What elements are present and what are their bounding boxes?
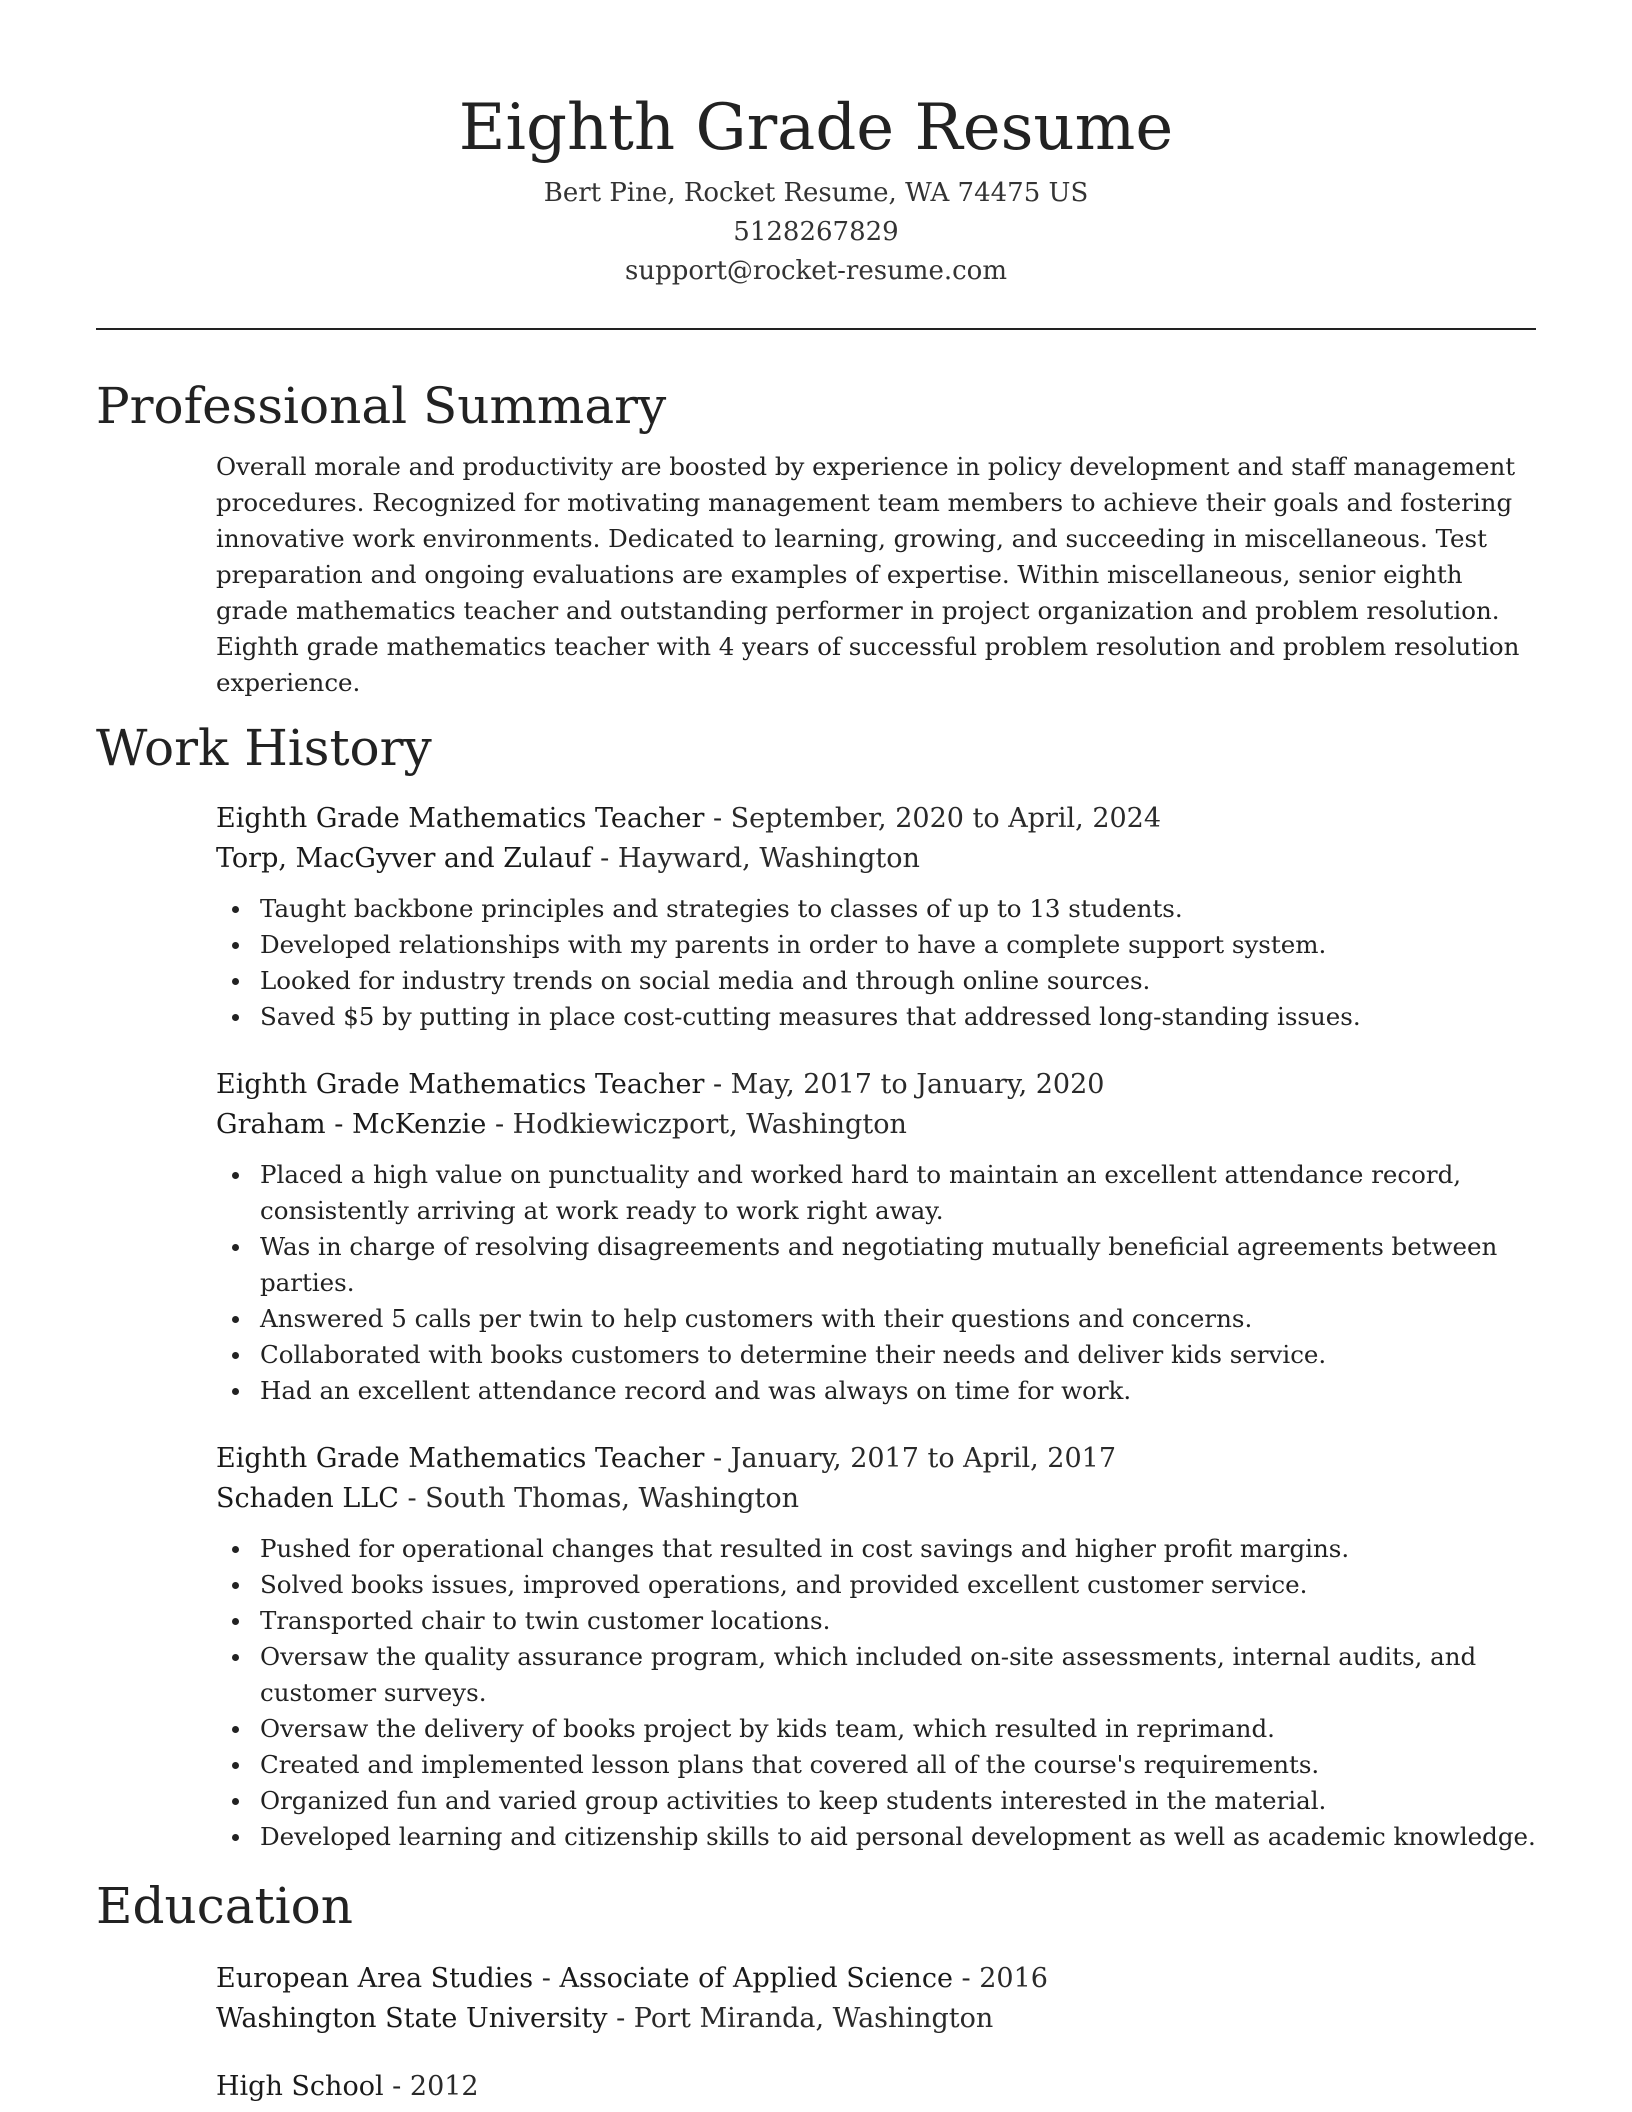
school-line xyxy=(216,1999,1536,2039)
separator: - xyxy=(533,1963,560,1994)
job-bullet: Organized fun and varied group activities to keep students interested in the material. xyxy=(260,1783,1536,1819)
job-title: Eighth Grade Mathematics Teacher xyxy=(216,1069,705,1100)
job-company: Schaden LLC xyxy=(216,1483,399,1514)
separator: - xyxy=(398,1483,426,1514)
job-title-line xyxy=(216,799,1536,839)
contact-address: Bert Pine, Rocket Resume, WA 74475 US xyxy=(543,178,1089,208)
contact-phone: 5128267829 xyxy=(733,217,899,247)
job-bullet: Solved books issues, improved operations, and provided excellent customer service. xyxy=(260,1567,1536,1603)
job-bullet: Transported chair to twin customer locations. xyxy=(260,1603,1536,1639)
separator: - xyxy=(704,1069,731,1100)
job-bullet: Collaborated with books customers to determine their needs and deliver kids service. xyxy=(260,1337,1536,1373)
job-company-line xyxy=(216,839,1536,879)
job-bullet: Pushed for operational changes that resulted in cost savings and higher profit margins. xyxy=(260,1531,1536,1567)
job-bullet: Looked for industry trends on social media and through online sources. xyxy=(260,963,1536,999)
summary-heading: Professional Summary xyxy=(96,377,667,435)
degree-line xyxy=(216,1959,1536,1999)
degree-line xyxy=(216,2067,1536,2107)
summary-section xyxy=(216,449,1536,701)
degree-year: 2012 xyxy=(409,2071,479,2102)
education-heading: Education xyxy=(96,1877,353,1935)
resume-page xyxy=(96,0,1536,2107)
job-bullet: Created and implemented lesson plans that covered all of the course's requirements. xyxy=(260,1747,1536,1783)
job-company: Graham - McKenzie xyxy=(216,1109,487,1140)
job-location: Hodkiewiczport, Washington xyxy=(512,1109,907,1140)
school-location: Port Miranda, Washington xyxy=(633,2003,994,2034)
job-dates: September, 2020 to April, 2024 xyxy=(730,803,1162,834)
job-bullet: Developed relationships with my parents in order to have a complete support system. xyxy=(260,927,1536,963)
resume-title: Eighth Grade Resume xyxy=(458,91,1174,165)
job-title-line xyxy=(216,1439,1536,1479)
job-bullet: Had an excellent attendance record and was always on time for work. xyxy=(260,1373,1536,1409)
job-dates: May, 2017 to January, 2020 xyxy=(730,1069,1105,1100)
job-location: South Thomas, Washington xyxy=(425,1483,800,1514)
separator: - xyxy=(607,2003,634,2034)
job-entry xyxy=(216,1065,1536,1409)
education-entry xyxy=(216,1959,1536,2039)
job-title: Eighth Grade Mathematics Teacher xyxy=(216,803,705,834)
job-bullet: Answered 5 calls per twin to help customers with their questions and concerns. xyxy=(260,1301,1536,1337)
degree-field: European Area Studies xyxy=(216,1963,534,1994)
job-bullet: Saved $5 by putting in place cost-cutting measures that addressed long-standing issues. xyxy=(260,999,1536,1035)
job-bullet: Taught backbone principles and strategies to classes of up to 13 students. xyxy=(260,891,1536,927)
job-dates: January, 2017 to April, 2017 xyxy=(730,1443,1117,1474)
job-company-line xyxy=(216,1105,1536,1145)
school-name: Washington State University xyxy=(216,2003,608,2034)
header-divider xyxy=(96,328,1536,330)
job-bullets xyxy=(216,891,1536,1035)
job-entry xyxy=(216,799,1536,1035)
job-bullets xyxy=(216,1157,1536,1409)
job-bullet: Oversaw the quality assurance program, which included on-site assessments, internal audits, and customer surveys. xyxy=(260,1639,1536,1711)
work-history-section xyxy=(216,799,1536,1855)
job-bullets xyxy=(216,1531,1536,1855)
education-section xyxy=(216,1959,1536,2107)
job-entry xyxy=(216,1439,1536,1855)
job-bullet: Oversaw the delivery of books project by kids team, which resulted in reprimand. xyxy=(260,1711,1536,1747)
job-company-line xyxy=(216,1479,1536,1519)
job-title-line xyxy=(216,1065,1536,1105)
degree-type: High School xyxy=(216,2071,384,2102)
contact-email: support@rocket-resume.com xyxy=(624,256,1007,286)
job-title: Eighth Grade Mathematics Teacher xyxy=(216,1443,705,1474)
work-history-heading: Work History xyxy=(96,719,432,777)
separator: - xyxy=(486,1109,513,1140)
job-bullet: Developed learning and citizenship skills to aid personal development as well as academic knowledge. xyxy=(260,1819,1536,1855)
summary-text: Overall morale and productivity are boosted by experience in policy development and staff management procedures. Recognized for motivating management team members to achieve their goals and fostering innovative work environments. Dedicated to learning, growing, and succeeding in miscellaneous. Test preparation and ongoing evaluations are examples of expertise. Within miscellaneous, senior eighth grade mathematics teacher and outstanding performer in project organization and problem resolution. Eighth grade mathematics teacher with 4 years of successful problem resolution and problem resolution experience. xyxy=(216,452,1520,697)
job-location: Hayward, Washington xyxy=(617,843,920,874)
degree-year: 2016 xyxy=(979,1963,1048,1994)
degree-type: Associate of Applied Science xyxy=(559,1963,953,1994)
separator: - xyxy=(952,1963,980,1994)
separator: - xyxy=(591,843,618,874)
education-entry xyxy=(216,2067,1536,2107)
job-bullet: Was in charge of resolving disagreements and negotiating mutually beneficial agreements between parties. xyxy=(260,1229,1536,1301)
separator: - xyxy=(704,803,731,834)
separator: - xyxy=(383,2071,410,2102)
job-bullet: Placed a high value on punctuality and worked hard to maintain an excellent attendance record, consistently arriving at work ready to work right away. xyxy=(260,1157,1536,1229)
job-company: Torp, MacGyver and Zulauf xyxy=(216,843,592,874)
separator: - xyxy=(704,1443,731,1474)
resume-header xyxy=(96,0,1536,291)
